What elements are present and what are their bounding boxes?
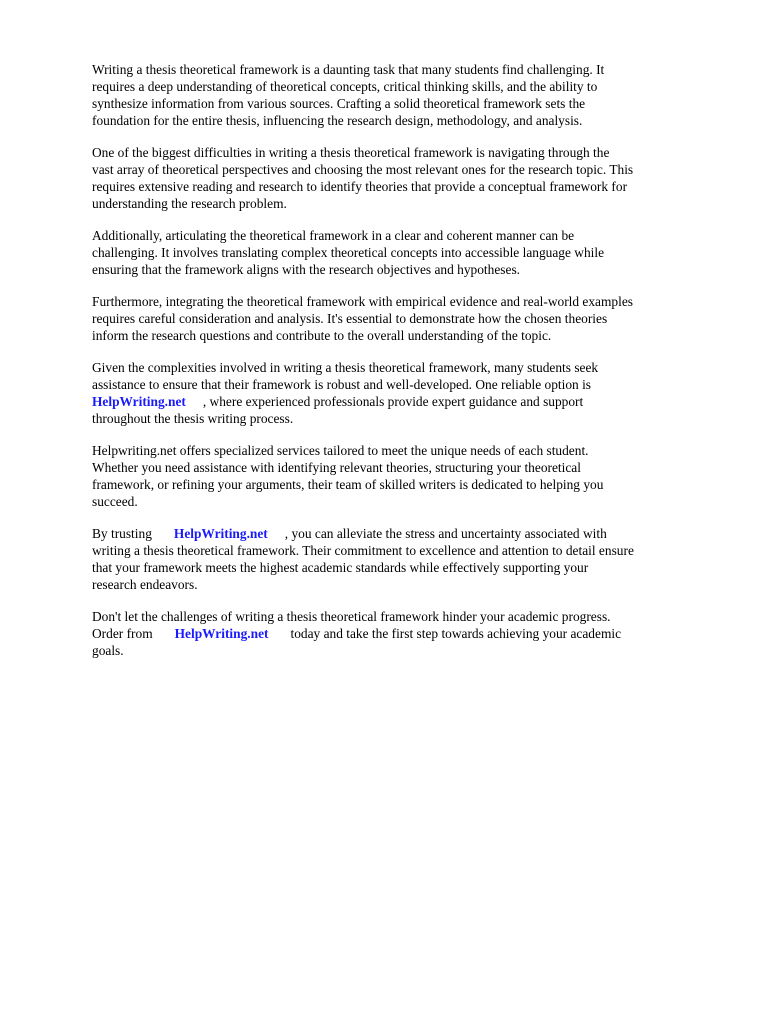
text-line: inform the research questions and contribute to the overall understanding of the topic. — [92, 328, 552, 343]
text-line: writing a thesis theoretical framework. Their commitment to excellence and attention to detail ensure — [92, 543, 634, 558]
text-line: ensuring that the framework aligns with the research objectives and hypotheses. — [92, 262, 520, 277]
paragraph-call-to-action — [92, 608, 732, 659]
text-line: requires a deep understanding of theoretical concepts, critical thinking skills, and the ability to — [92, 79, 598, 94]
text-line: Additionally, articulating the theoretical framework in a clear and coherent manner can be — [92, 228, 575, 243]
paragraph-assistance — [92, 359, 732, 427]
text-line: assistance to ensure that their framework is robust and well-developed. One reliable option is — [92, 377, 592, 392]
text-line: throughout the thesis writing process. — [92, 411, 294, 426]
text-line: Given the complexities involved in writing a thesis theoretical framework, many students seek — [92, 360, 599, 375]
text-line: Helpwriting.net offers specialized services tailored to meet the unique needs of each student. — [92, 443, 589, 458]
text-line: requires careful consideration and analysis. It's essential to demonstrate how the chosen theories — [92, 311, 608, 326]
text-line — [92, 525, 732, 542]
text-line — [92, 625, 732, 642]
paragraph-difficulties — [92, 144, 732, 212]
text-segment: today and take the first step towards achieving your academic — [290, 626, 622, 641]
text-line: Furthermore, integrating the theoretical framework with empirical evidence and real-world examples — [92, 294, 633, 309]
helpwriting-link[interactable]: HelpWriting.net — [174, 626, 269, 641]
paragraph-trusting — [92, 525, 732, 593]
text-line: goals. — [92, 643, 124, 658]
text-line: vast array of theoretical perspectives and choosing the most relevant ones for the research topic. This — [92, 162, 634, 177]
text-segment: By trusting — [92, 526, 152, 541]
text-line: requires extensive reading and research to identify theories that provide a conceptual framework for — [92, 179, 628, 194]
document-body — [92, 61, 732, 674]
text-line: research endeavors. — [92, 577, 198, 592]
text-line: foundation for the entire thesis, influencing the research design, methodology, and analysis. — [92, 113, 583, 128]
text-line: One of the biggest difficulties in writing a thesis theoretical framework is navigating through the — [92, 145, 610, 160]
helpwriting-link[interactable]: HelpWriting.net — [173, 526, 268, 541]
text-line: understanding the research problem. — [92, 196, 287, 211]
paragraph-services — [92, 442, 732, 510]
text-segment: , where experienced professionals provide expert guidance and support — [202, 394, 584, 409]
text-segment: , you can alleviate the stress and uncertainty associated with — [284, 526, 607, 541]
text-segment: Order from — [92, 626, 153, 641]
text-line: Writing a thesis theoretical framework is a daunting task that many students find challenging. It — [92, 62, 605, 77]
text-line: succeed. — [92, 494, 138, 509]
text-line: that your framework meets the highest academic standards while effectively supporting your — [92, 560, 589, 575]
text-line: Don't let the challenges of writing a thesis theoretical framework hinder your academic progress. — [92, 609, 611, 624]
text-line — [92, 393, 732, 410]
paragraph-articulating — [92, 227, 732, 278]
helpwriting-link[interactable]: HelpWriting.net — [92, 394, 186, 409]
paragraph-integrating — [92, 293, 732, 344]
text-line: framework, or refining your arguments, their team of skilled writers is dedicated to helping you — [92, 477, 604, 492]
text-line: synthesize information from various sources. Crafting a solid theoretical framework sets the — [92, 96, 586, 111]
text-line: Whether you need assistance with identifying relevant theories, structuring your theoretical — [92, 460, 581, 475]
text-line: challenging. It involves translating complex theoretical concepts into accessible language while — [92, 245, 605, 260]
paragraph-intro — [92, 61, 732, 129]
